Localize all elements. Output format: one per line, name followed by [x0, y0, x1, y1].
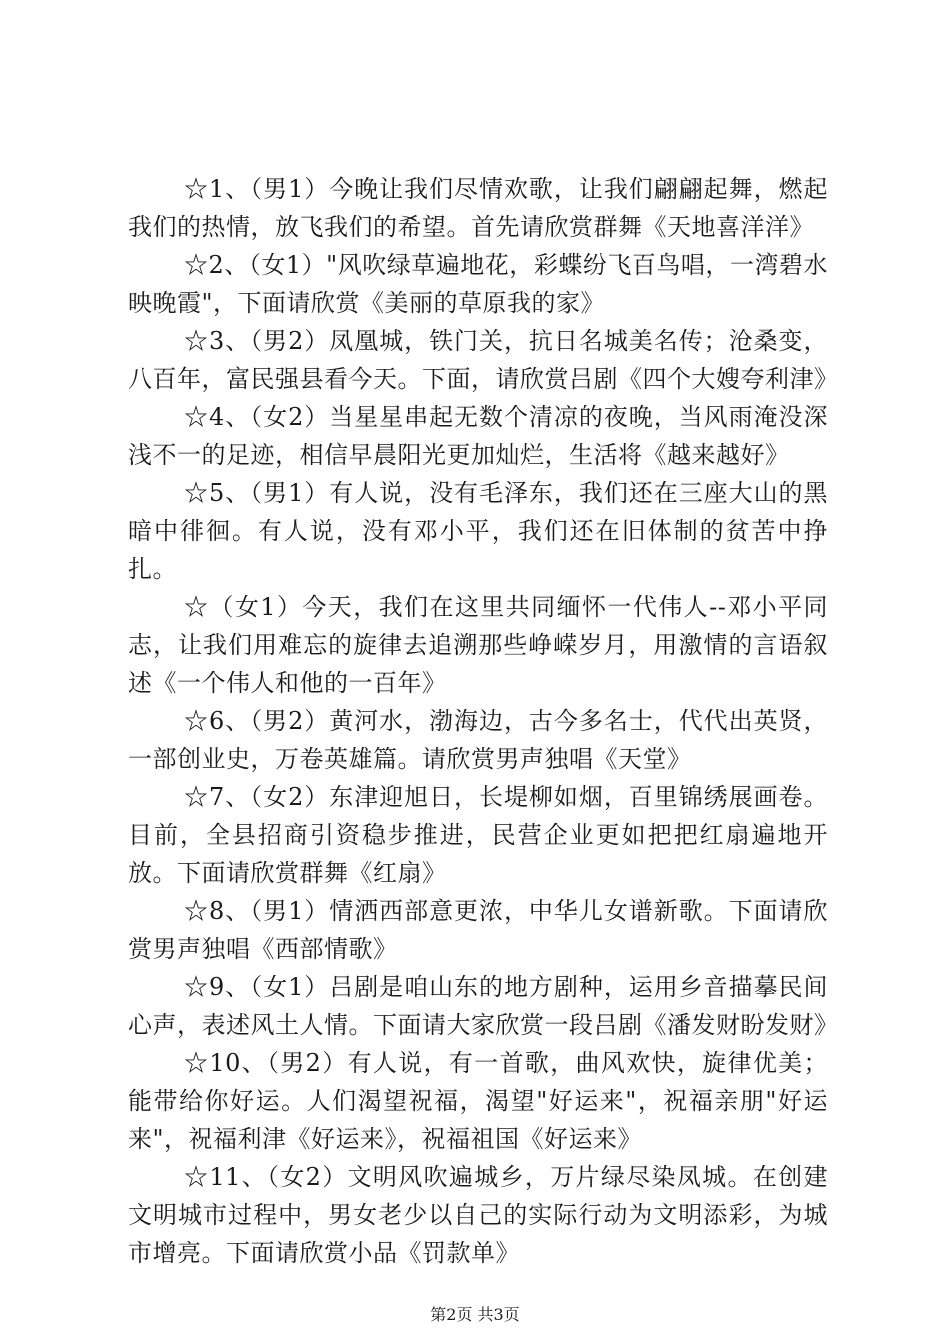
document-body: [128, 170, 839, 1272]
paragraph-10: ☆9、（女1）吕剧是咱山东的地方剧种，运用乡音描摹民间心声，表述风土人情。下面请大家欣赏一段吕剧《潘发财盼发财》: [128, 973, 839, 1039]
paragraph-12: ☆11、（女2）文明风吹遍城乡，万片绿尽染凤城。在创建文明城市过程中，男女老少以自己的实际行动为文明添彩，为城市增亮。下面请欣赏小品《罚款单》: [128, 1163, 828, 1267]
paragraph-4: ☆4、（女2）当星星串起无数个清凉的夜晚，当风雨淹没深浅不一的足迹，相信早晨阳光更加灿烂，生活将《越来越好》: [128, 403, 828, 469]
page-footer: 第2页 共3页: [430, 1305, 520, 1324]
paragraph-1: ☆1、（男1）今晚让我们尽情欢歌，让我们翩翩起舞，燃起我们的热情，放飞我们的希望。首先请欣赏群舞《天地喜洋洋》: [128, 175, 828, 241]
paragraph-11: ☆10、（男2）有人说，有一首歌，曲风欢快，旋律优美；能带给你好运。人们渴望祝福，渴望"好运来"，祝福亲朋"好运来"，祝福利津《好运来》，祝福祖国《好运来》: [128, 1049, 828, 1153]
paragraph-9: ☆8、（男1）情洒西部意更浓，中华儿女谱新歌。下面请欣赏男声独唱《西部情歌》: [128, 897, 828, 963]
paragraph-7: ☆6、（男2）黄河水，渤海边，古今多名士，代代出英贤，一部创业史，万卷英雄篇。请欣赏男声独唱《天堂》: [128, 707, 828, 773]
paragraph-5: ☆5、（男1）有人说，没有毛泽东，我们还在三座大山的黑暗中徘徊。有人说，没有邓小平，我们还在旧体制的贫苦中挣扎。: [128, 479, 828, 583]
paragraph-3: ☆3、（男2）凤凰城，铁门关，抗日名城美名传；沧桑变，八百年，富民强县看今天。下面，请欣赏吕剧《四个大嫂夸利津》: [128, 327, 839, 393]
paragraph-2: ☆2、（女1）"风吹绿草遍地花，彩蝶纷飞百鸟唱，一湾碧水映晚霞"，下面请欣赏《美丽的草原我的家》: [128, 251, 828, 317]
paragraph-6: ☆（女1）今天，我们在这里共同缅怀一代伟人--邓小平同志，让我们用难忘的旋律去追溯那些峥嵘岁月，用激情的言语叙述《一个伟人和他的一百年》: [128, 593, 828, 697]
paragraph-8: ☆7、（女2）东津迎旭日，长堤柳如烟，百里锦绣展画卷。目前，全县招商引资稳步推进，民营企业更如把把红扇遍地开放。下面请欣赏群舞《红扇》: [128, 783, 828, 887]
